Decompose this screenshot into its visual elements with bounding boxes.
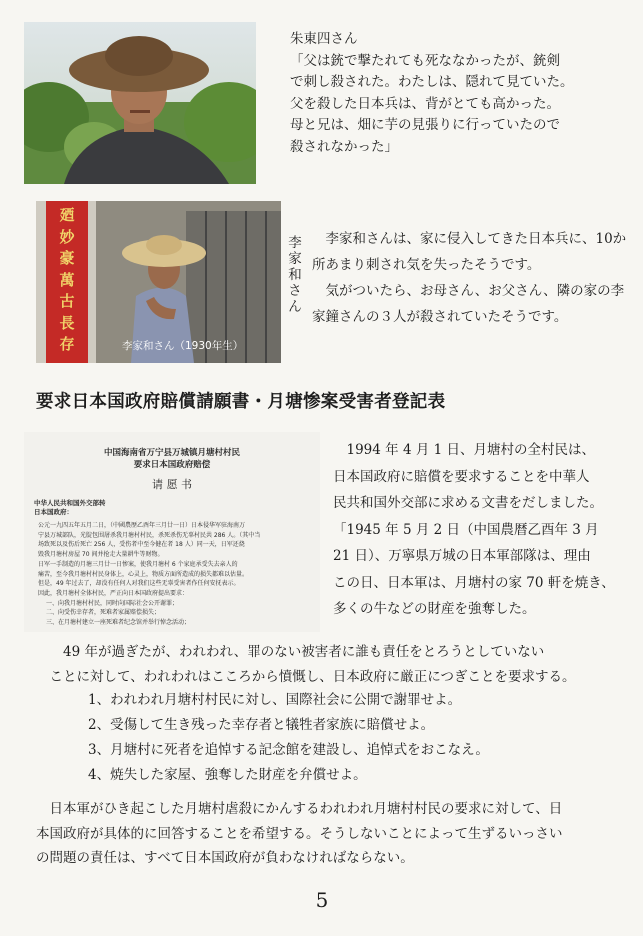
- doc-body-line: 但是，49 年过去了，却没有任何人对我们这些无辜受害者作任何安抚表示。: [38, 580, 240, 588]
- petition-document-image: [24, 432, 320, 632]
- story-paragraph: 李家和さんは、家に侵入してきた日本兵に、10か所あまり刺され気を失ったそうです。: [312, 231, 627, 273]
- photo-caption: 李家和さん（1930年生）: [122, 340, 244, 352]
- section-title: 要求日本国政府賠償請願書・月塘惨案受害者登記表: [36, 392, 446, 412]
- summary-line: 1994 年 4 月 1 日、月塘村の全村民は、: [333, 442, 595, 458]
- story-block: [312, 226, 632, 330]
- photo-zhu-dongsi: [24, 22, 256, 184]
- demand-item: 1、われわれ月塘村村民に対し、国際社会に公開で謝罪せよ。: [88, 692, 462, 708]
- summary-line: 「1945 年 5 月 2 日（中国農暦乙酉年 3 月: [333, 521, 599, 538]
- doc-addressee: 中华人民共和国外交部转: [34, 499, 106, 507]
- vertical-name: [287, 235, 303, 315]
- conclusion-line: 本国政府が具体的に回答することを希望する。そうしないことによって生ずるいっさい: [36, 825, 563, 842]
- demand-item: 3、月塘村に死者を追悼する記念館を建設し、追悼式をおこなえ。: [88, 742, 489, 758]
- quote-line: 殺されなかった」: [290, 138, 398, 155]
- vertical-name-chars: [287, 235, 303, 315]
- protest-paragraph: [36, 640, 636, 689]
- banner-char: 古: [59, 292, 75, 310]
- vertical-name-char: さ: [288, 283, 302, 299]
- conclusion-paragraph: [36, 797, 636, 871]
- banner-char: 長: [59, 313, 75, 332]
- doc-body-line: 毁我月塘村房屋 70 间并抢走大量耕牛等财物。: [38, 551, 164, 559]
- doc-body-line: 三、在月塘村建立一座死难者纪念馆并举行悼念活动；: [46, 619, 191, 626]
- doc-title: 请 愿 书: [152, 478, 192, 491]
- demand-item: 4、焼失した家屋、強奪した財産を弁償せよ。: [88, 767, 367, 783]
- banner-char: 豪: [59, 249, 75, 267]
- quote-speaker: 朱東四さん: [290, 31, 358, 47]
- page-number: 5: [315, 888, 329, 912]
- banner-char: 存: [59, 335, 75, 353]
- doc-body-line: 痛苦，至今我月塘村村民身体上，心灵上，物质方面所造成的损失都难以估量。: [38, 570, 249, 578]
- summary-line: 民共和国外交部に求める文書をだしました。: [333, 495, 603, 511]
- photo-li-jiahe: [36, 201, 281, 363]
- banner-char: 廼: [59, 206, 75, 224]
- quote-line: 「父は銃で撃たれても死ななかったが、銃剣: [290, 52, 560, 69]
- banner-char: 妙: [59, 227, 75, 246]
- vertical-name-char: 李: [288, 235, 302, 251]
- quote-block: [290, 29, 574, 158]
- vertical-name-char: 和: [288, 267, 302, 283]
- summary-line: 日本国政府に賠償を要求することを中華人: [333, 468, 590, 485]
- demand-item: 2、受傷して生き残った幸存者と犠牲者家族に賠償せよ。: [88, 717, 435, 733]
- vertical-name-char: ん: [288, 299, 302, 315]
- conclusion-line: の問題の責任は、すべて日本国政府が負わなければならない。: [36, 850, 414, 866]
- portrait-illustration: [24, 22, 256, 184]
- doc-body-line: 因此，我月塘村全体村民，严正向日本国政府提出要求：: [38, 589, 189, 597]
- vertical-name-char: 家: [288, 251, 302, 267]
- banner-calligraphy: [48, 205, 86, 356]
- summary-line: 多くの牛などの財産を強奪した。: [333, 601, 536, 617]
- petition-summary: [333, 437, 633, 623]
- doc-body-line: 宁县万城部队，光腚包围屠杀我月塘村村民，杀死杀伤无辜村民共 286 人。（其中当: [38, 531, 261, 539]
- doc-addressee: 日本国政府：: [34, 508, 73, 516]
- doc-header: 要求日本国政府赔偿: [133, 460, 211, 470]
- doc-body-line: 一、向我月塘村村民，同时向国际社会公开谢罪；: [46, 599, 179, 607]
- quote-line: で刺し殺された。わたしは、隠れて見ていた。: [290, 74, 574, 90]
- summary-line: この日、日本軍は、月塘村の家 70 軒を焼き、: [333, 574, 615, 591]
- doc-body-line: 公元一九四五年五月二日，（中國農歷乙酉年三月廿一日）日本侵华军驻海南万: [38, 522, 246, 529]
- protest-line: ことに対して、われわれはこころから憤慨し、日本政府に厳正につぎことを要求する。: [36, 668, 576, 685]
- summary-line: 21 日）、万寧県万城の日本軍部隊は、理由: [333, 548, 591, 564]
- doc-body-line: 二、向受伤幸存者，死难者家属赔偿损失；: [46, 609, 161, 617]
- conclusion-line: 日本軍がひき起こした月塘村虐殺にかんするわれわれ月塘村村民の要求に対して、日: [36, 801, 563, 817]
- quote-line: 父を殺した日本兵は、背がとても高かった。: [290, 95, 560, 112]
- story-paragraph: 気がついたら、お母さん、お父さん、隣の家の李家鐘さんの３人が殺されていたそうです。: [312, 283, 625, 325]
- doc-body-line: 场致死以及伤后死亡 256 人，受伤者中至今健在者 18 人）同一天，日军还烧: [38, 541, 245, 549]
- doc-header: 中国海南省万宁县万城镇月塘村村民: [103, 448, 240, 458]
- protest-line: 49 年が過ぎたが、われわれ、罪のない被害者に誰も責任をとろうとしていない: [36, 644, 545, 660]
- quote-line: 母と兄は、畑に芋の見張りに行っていたので: [290, 117, 560, 133]
- doc-body-line: 日军一手制造的月塘三月廿一日惨案，使我月塘村 6 个家庭承受失去亲人的: [38, 560, 238, 568]
- banner-char: 萬: [59, 270, 75, 289]
